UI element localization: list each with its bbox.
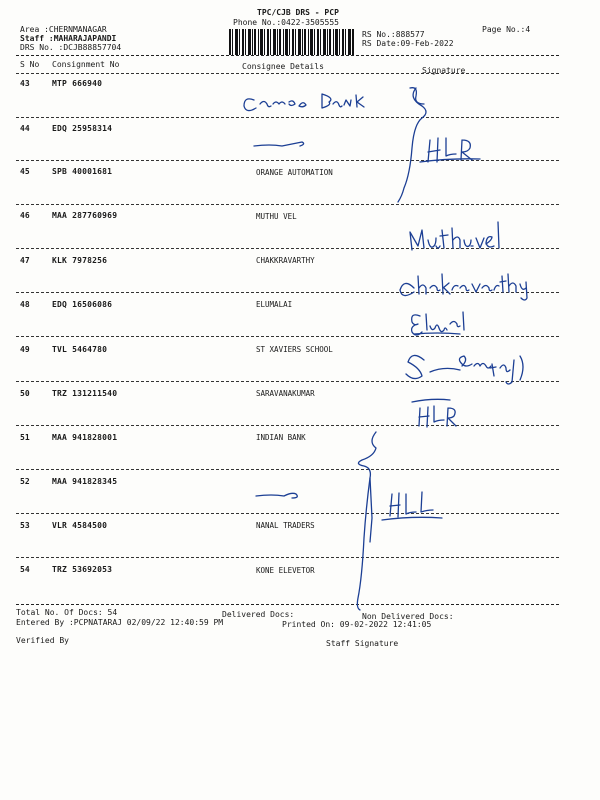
column-consignment: Consignment No [52, 60, 120, 69]
row-53-consignment: VLR 4584500 [52, 521, 108, 530]
handwritten-bank-signature [244, 94, 364, 111]
staff-signature-label: Staff Signature [326, 639, 399, 648]
area-field: Area :CHERNMANAGAR [20, 25, 107, 34]
printed-on: Printed On: 09-02-2022 12:41:05 [282, 620, 432, 629]
row-53-consignee: NANAL TRADERS [256, 521, 315, 530]
row-46-consignee: MUTHU VEL [256, 212, 297, 221]
row-52-consignment: MAA 941828345 [52, 477, 118, 486]
page-number: Page No.:4 [482, 25, 531, 34]
handwritten-hll [382, 492, 442, 520]
row-54-consignment: TRZ 53692053 [52, 565, 113, 574]
entered-by: Entered By :PCPNATARAJ 02/09/22 12:40:59 PM [16, 618, 224, 627]
handwritten-dash-44 [254, 142, 304, 146]
row-49-consignment: TVL 5464780 [52, 345, 108, 354]
row-43-consignment: MTP 666940 [52, 79, 103, 88]
row-50-consignee: SARAVANAKUMAR [256, 389, 315, 398]
row-49-consignee: ST XAVIERS SCHOOL [256, 345, 333, 354]
row-50-consignment: TRZ 131211540 [52, 389, 118, 398]
row-47-consignment: KLK 7978256 [52, 256, 108, 265]
row-49-sno: 49 [20, 345, 30, 354]
row-51-consignee: INDIAN BANK [256, 433, 306, 442]
row-44-sno: 44 [20, 124, 30, 133]
document-title: TPC/CJB DRS - PCP [257, 8, 339, 17]
verified-by: Verified By [16, 636, 69, 645]
ink-bracket-top [398, 88, 426, 202]
row-47-consignee: CHAKKRAVARTHY [256, 256, 315, 265]
staff-field: Staff :MAHARAJAPANDI [20, 34, 117, 43]
row-54-consignee: KONE ELEVETOR [256, 566, 315, 575]
row-51-consignment: MAA 941828001 [52, 433, 118, 442]
delivered-docs: Delivered Docs: [222, 610, 295, 619]
row-44-consignment: EDQ 25958314 [52, 124, 113, 133]
row-54-sno: 54 [20, 565, 30, 574]
handwritten-chakravarthy [400, 274, 527, 300]
row-43-sno: 43 [20, 79, 30, 88]
column-s-no: S No [20, 60, 40, 69]
row-45-consignee: ORANGE AUTOMATION [256, 168, 333, 177]
handwritten-muthuvel [410, 222, 499, 250]
drs-number: DRS No. :DCJB88857704 [20, 43, 122, 52]
row-48-consignee: ELUMALAI [256, 300, 293, 309]
rs-date: RS Date:09-Feb-2022 [362, 39, 454, 48]
row-47-sno: 47 [20, 256, 30, 265]
row-53-sno: 53 [20, 521, 30, 530]
non-delivered-docs: Non Delivered Docs: [362, 612, 454, 621]
handwritten-hlr-2 [412, 399, 456, 427]
row-45-consignment: SPB 40001681 [52, 167, 113, 176]
total-docs: Total No. Of Docs: 54 [16, 608, 118, 617]
handwritten-dash-52 [256, 493, 297, 498]
handwritten-elumal [412, 312, 464, 335]
row-50-sno: 50 [20, 389, 30, 398]
handwritten-row49-signature [406, 355, 523, 384]
phone-number: Phone No.:0422-3505555 [233, 18, 339, 27]
row-51-sno: 51 [20, 433, 30, 442]
row-46-consignment: MAA 287760969 [52, 211, 118, 220]
rs-number: RS No.:888577 [362, 30, 425, 39]
row-48-consignment: EDQ 16506086 [52, 300, 113, 309]
row-45-sno: 45 [20, 167, 30, 176]
row-48-sno: 48 [20, 300, 30, 309]
row-46-sno: 46 [20, 211, 30, 220]
handwritten-hlr-1 [420, 138, 480, 162]
column-signature: Signature [422, 66, 466, 75]
row-52-sno: 52 [20, 477, 30, 486]
ink-bracket-bottom [357, 432, 376, 610]
column-consignee: Consignee Details [242, 62, 324, 71]
